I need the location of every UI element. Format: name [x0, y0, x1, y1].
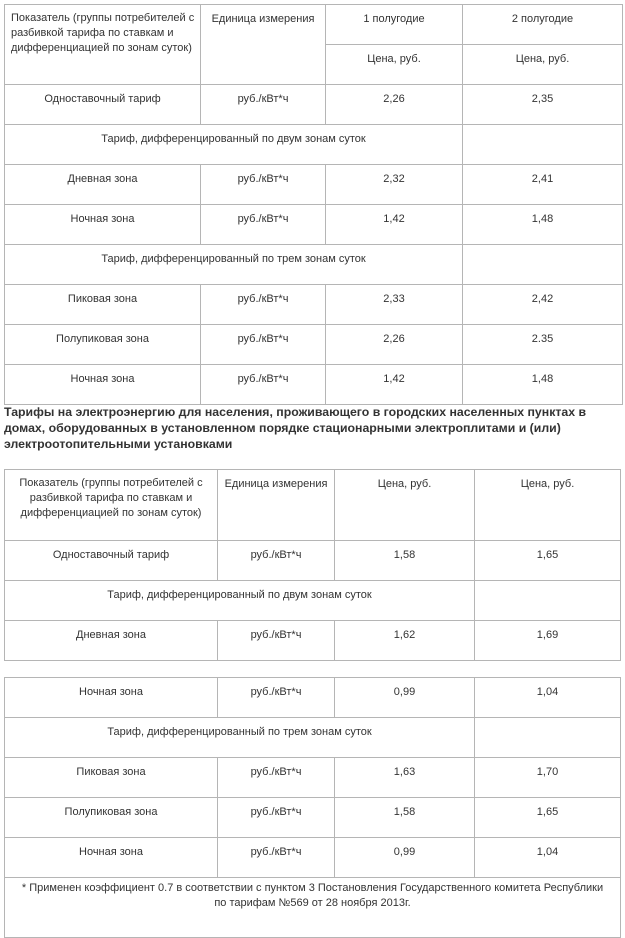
row-label: Дневная зона [5, 165, 201, 205]
footnote-row [5, 878, 621, 938]
tariff-table-3 [4, 677, 621, 938]
row-value-2: 1,70 [475, 758, 621, 798]
row-value-1: 1,62 [335, 621, 475, 661]
table-row [5, 85, 623, 125]
row-unit: руб./кВт*ч [218, 838, 335, 878]
table-row [5, 678, 621, 718]
table-row [5, 365, 623, 405]
section-empty-cell [475, 581, 621, 621]
header-price-2: Цена, руб. [463, 45, 623, 85]
row-unit: руб./кВт*ч [201, 325, 326, 365]
header-unit: Единица измерения [218, 470, 335, 541]
row-value-1: 1,42 [326, 205, 463, 245]
row-value-1: 1,42 [326, 365, 463, 405]
row-value-2: 1,04 [475, 678, 621, 718]
row-label: Одноставочный тариф [5, 541, 218, 581]
row-value-1: 2,32 [326, 165, 463, 205]
row-label: Одноставочный тариф [5, 85, 201, 125]
row-value-2: 1,65 [475, 798, 621, 838]
header-half1: 1 полугодие [326, 5, 463, 45]
row-value-2: 1,48 [463, 365, 623, 405]
row-value-2: 2.35 [463, 325, 623, 365]
section-row [5, 245, 623, 285]
row-unit: руб./кВт*ч [201, 165, 326, 205]
section-row [5, 718, 621, 758]
section-empty-cell [463, 245, 623, 285]
row-unit: руб./кВт*ч [218, 621, 335, 661]
table-row [5, 758, 621, 798]
section-row [5, 125, 623, 165]
section-label: Тариф, дифференцированный по трем зонам суток [5, 718, 475, 758]
row-unit: руб./кВт*ч [218, 678, 335, 718]
row-value-1: 1,58 [335, 541, 475, 581]
footnote-line-2: по тарифам №569 от 28 ноября 2013г. [214, 897, 411, 909]
row-label: Ночная зона [5, 205, 201, 245]
section-heading: Тарифы на электроэнергию для населения, проживающего в городских населенных пунктах в домах, оборудованных в установленном порядке стационарными электроплитами и (или) электроотопительными установками [4, 405, 587, 451]
row-unit: руб./кВт*ч [201, 85, 326, 125]
row-label: Полупиковая зона [5, 325, 201, 365]
header-indicator: Показатель (группы потребителей с разбивкой тарифа по ставкам и дифференциацией по зонам суток) [5, 5, 201, 85]
row-value-1: 2,26 [326, 325, 463, 365]
section-empty-cell [475, 718, 621, 758]
header-price-2: Цена, руб. [475, 470, 621, 541]
header-unit: Единица измерения [201, 5, 326, 85]
section-label: Тариф, дифференцированный по двум зонам суток [5, 581, 475, 621]
row-value-1: 0,99 [335, 678, 475, 718]
section-row [5, 581, 621, 621]
row-value-2: 1,65 [475, 541, 621, 581]
row-value-1: 1,63 [335, 758, 475, 798]
row-value-2: 2,35 [463, 85, 623, 125]
section-label: Тариф, дифференцированный по двум зонам суток [5, 125, 463, 165]
row-unit: руб./кВт*ч [218, 798, 335, 838]
table-row [5, 165, 623, 205]
table-row [5, 798, 621, 838]
header-price-1: Цена, руб. [335, 470, 475, 541]
header-price-1: Цена, руб. [326, 45, 463, 85]
footnote [5, 878, 621, 938]
row-label: Полупиковая зона [5, 798, 218, 838]
row-label: Ночная зона [5, 838, 218, 878]
row-label: Ночная зона [5, 365, 201, 405]
table-row [5, 325, 623, 365]
row-value-1: 0,99 [335, 838, 475, 878]
header-indicator: Показатель (группы потребителей с разбивкой тарифа по ставкам и дифференциацией по зонам суток) [5, 470, 218, 541]
row-unit: руб./кВт*ч [201, 205, 326, 245]
row-value-2: 1,04 [475, 838, 621, 878]
row-unit: руб./кВт*ч [218, 541, 335, 581]
row-label: Ночная зона [5, 678, 218, 718]
table-row [5, 285, 623, 325]
row-unit: руб./кВт*ч [201, 285, 326, 325]
row-unit: руб./кВт*ч [218, 758, 335, 798]
row-label: Дневная зона [5, 621, 218, 661]
row-value-2: 2,42 [463, 285, 623, 325]
row-value-2: 1,69 [475, 621, 621, 661]
section-empty-cell [463, 125, 623, 165]
header-half2: 2 полугодие [463, 5, 623, 45]
table-row [5, 838, 621, 878]
row-value-1: 1,58 [335, 798, 475, 838]
tariff-table-2 [4, 469, 621, 661]
row-label: Пиковая зона [5, 758, 218, 798]
row-value-1: 2,26 [326, 85, 463, 125]
row-value-1: 2,33 [326, 285, 463, 325]
footnote-line-1: * Применен коэффициент 0.7 в соответствии с пунктом 3 Постановления Государственного комитета Республики [21, 882, 604, 894]
row-unit: руб./кВт*ч [201, 365, 326, 405]
row-label: Пиковая зона [5, 285, 201, 325]
row-value-2: 1,48 [463, 205, 623, 245]
section-label: Тариф, дифференцированный по трем зонам суток [5, 245, 463, 285]
table-row [5, 541, 621, 581]
table-row [5, 621, 621, 661]
row-value-2: 2,41 [463, 165, 623, 205]
table-row [5, 205, 623, 245]
tariff-table-1 [4, 4, 623, 405]
